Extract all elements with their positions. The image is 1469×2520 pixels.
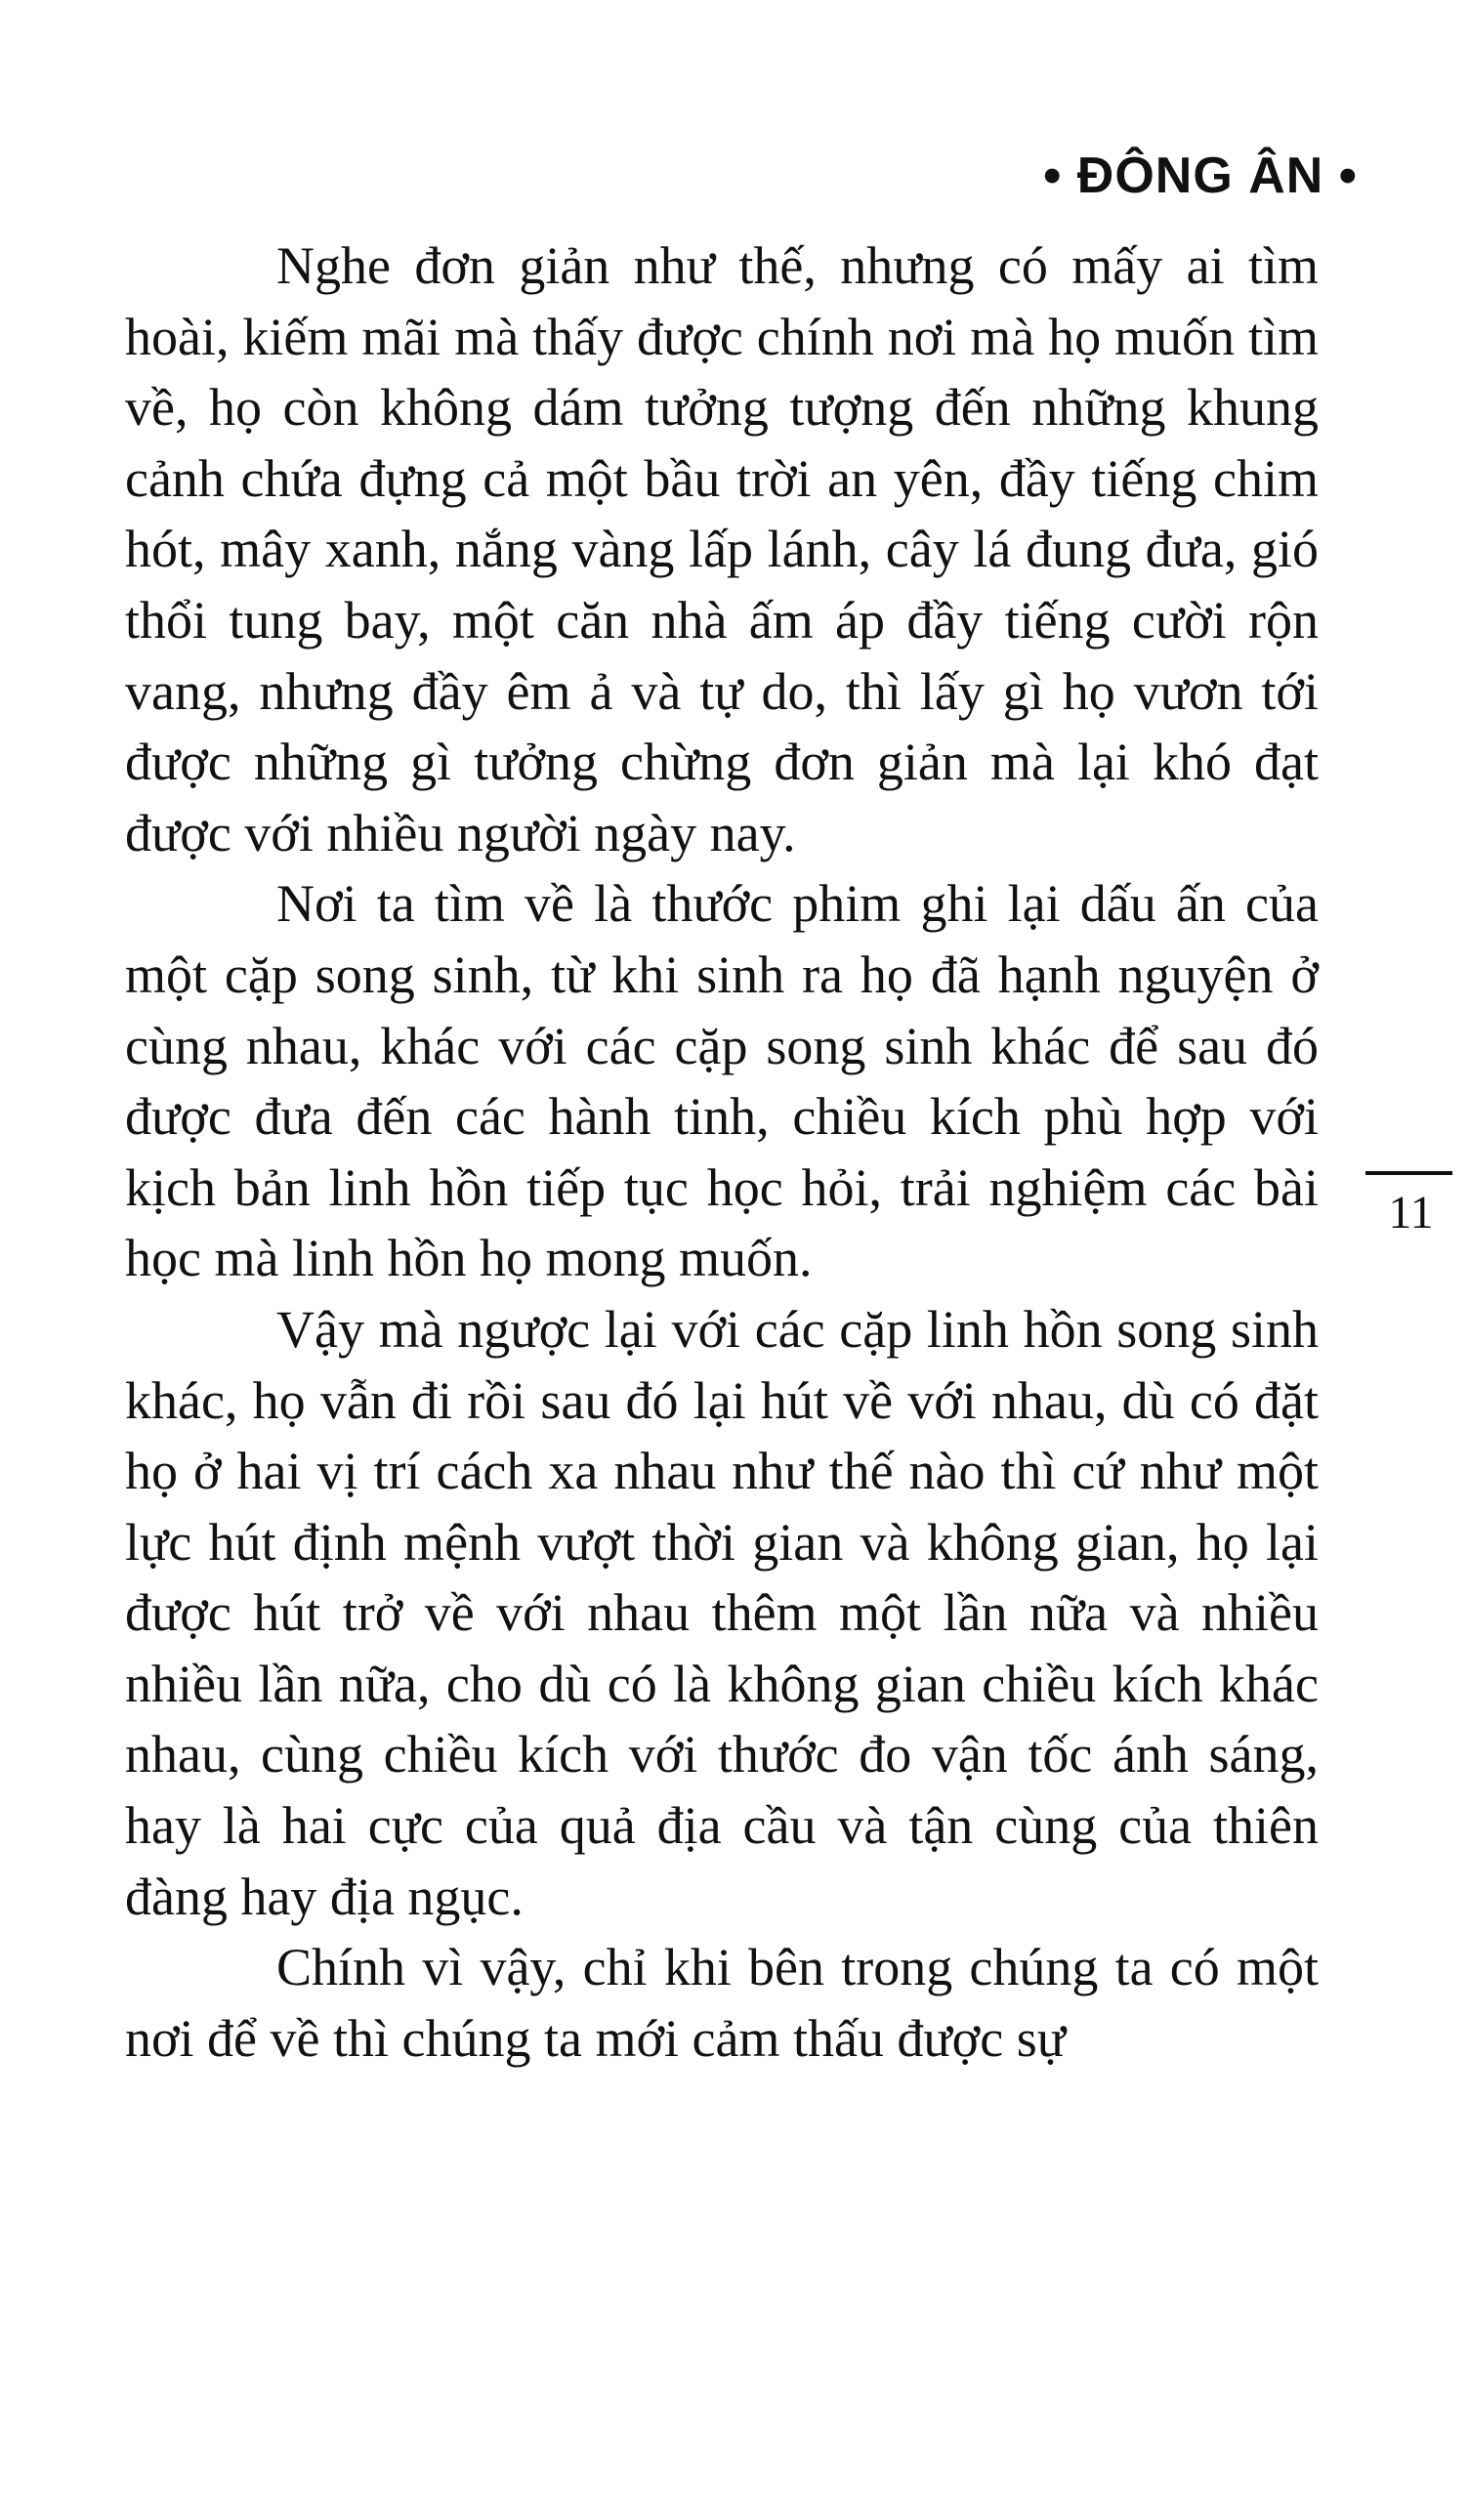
page-number-rule	[1365, 1171, 1452, 1175]
body-text	[125, 231, 1319, 2074]
paragraph: Chính vì vậy, chỉ khi bên trong chúng ta có một nơi để về thì chúng ta mới cảm thấu được sự	[125, 1938, 1319, 2068]
paragraph: Nghe đơn giản như thế, nhưng có mấy ai tìm hoài, kiếm mãi mà thấy được chính nơi mà họ muốn tìm về, họ còn không dám tưởng tượng đến những khung cảnh chứa đựng cả một bầu trời an yên, đầy tiếng chim hót, mây xanh, nắng vàng lấp lánh, cây lá đung đưa, gió thổi tung bay, một căn nhà ấm áp đầy tiếng cười rộn vang, nhưng đầy êm ả và tự do, thì lấy gì họ vươn tới được những gì tưởng chừng đơn giản mà lại khó đạt được với nhiều người ngày nay.	[125, 236, 1319, 862]
running-header: • ĐÔNG ÂN •	[1043, 147, 1358, 204]
paragraph: Nơi ta tìm về là thước phim ghi lại dấu ấn của một cặp song sinh, từ khi sinh ra họ đã hạnh nguyện ở cùng nhau, khác với các cặp song sinh khác để sau đó được đưa đến các hành tinh, chiều kích phù hợp với kịch bản linh hồn tiếp tục học hỏi, trải nghiệm các bài học mà linh hồn họ mong muốn.	[125, 874, 1319, 1288]
page-number: 11	[1388, 1187, 1434, 1239]
paragraph: Vậy mà ngược lại với các cặp linh hồn song sinh khác, họ vẫn đi rồi sau đó lại hút về với nhau, dù có đặt họ ở hai vị trí cách xa nhau như thế nào thì cứ như một lực hút định mệnh vượt thời gian và không gian, họ lại được hút trở về với nhau thêm một lần nữa và nhiều nhiều lần nữa, cho dù có là không gian chiều kích khác nhau, cùng chiều kích với thước đo vận tốc ánh sáng, hay là hai cực của quả địa cầu và tận cùng của thiên đàng hay địa ngục.	[125, 1299, 1319, 1926]
